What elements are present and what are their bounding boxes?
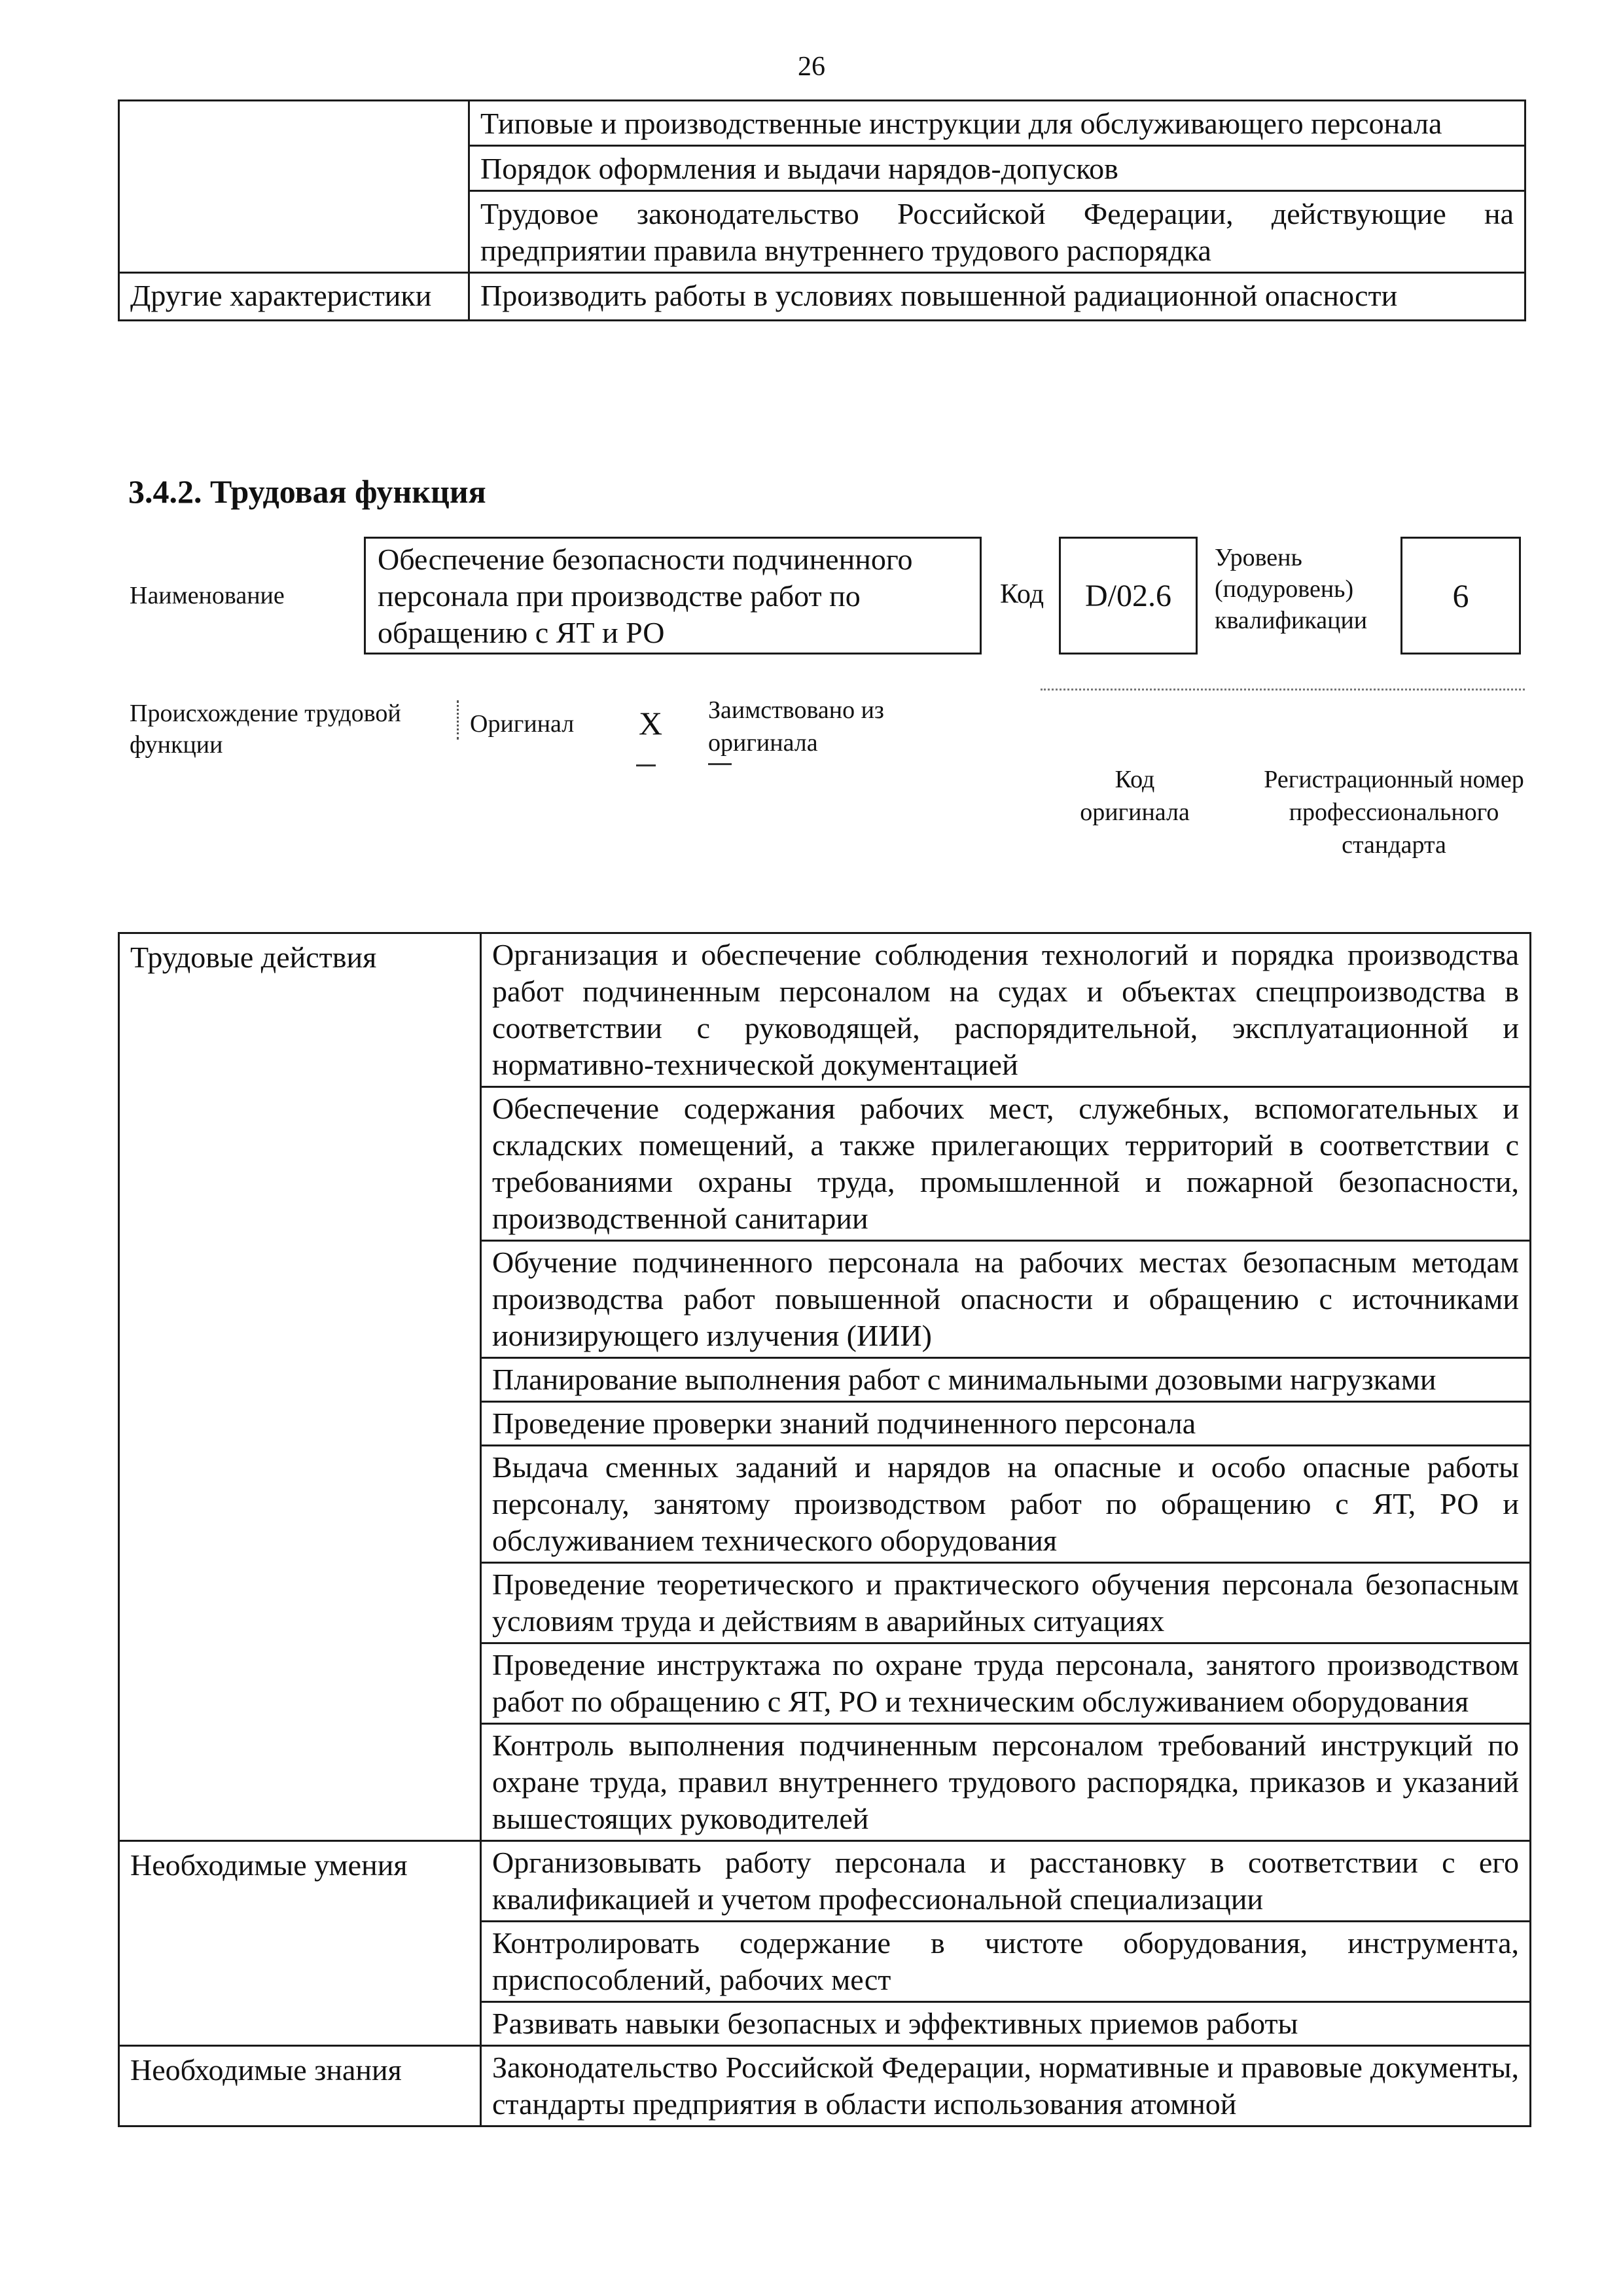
requirements-table-continued bbox=[118, 99, 1526, 321]
table-cell: Обеспечение содержания рабочих мест, служебных, вспомогательных и складских помещений, а также прилегающих территорий в соответствии с требованиями охраны труда, промышленной и пожарной безопасности, производственной санитарии bbox=[481, 1087, 1531, 1241]
table-cell: Проведение инструктажа по охране труда персонала, занятого производством работ по обращению с ЯТ, РО и техническим обслуживанием оборудования bbox=[481, 1643, 1531, 1724]
borrowed-underline bbox=[708, 763, 732, 765]
table-row bbox=[119, 1841, 1531, 1922]
row-label: Другие характеристики bbox=[119, 273, 469, 321]
mark-underline bbox=[636, 764, 656, 766]
name-label: Наименование bbox=[130, 582, 285, 609]
function-name-box: Обеспечение безопасности подчиненного персонала при производстве работ по обращению с ЯТ и РО bbox=[364, 537, 982, 655]
code-original-label: Код оригинала bbox=[1080, 766, 1190, 826]
table-row bbox=[119, 2046, 1531, 2126]
table-cell: Проведение проверки знаний подчиненного персонала bbox=[481, 1402, 1531, 1446]
original-mark: X bbox=[639, 705, 663, 742]
group-label-skills: Необходимые умения bbox=[119, 1841, 481, 2046]
table-cell: Обучение подчиненного персонала на рабочих местах безопасным методам производства работ повышенной опасности и обращению с источниками ионизирующего излучения (ИИИ) bbox=[481, 1241, 1531, 1358]
table-cell: Выдача сменных заданий и нарядов на опасные и особо опасные работы персоналу, занятому производством работ по обращению с ЯТ, РО и обслуживанием технического оборудования bbox=[481, 1446, 1531, 1563]
table-row bbox=[119, 933, 1531, 1087]
table-cell: Трудовое законодательство Российской Федерации, действующие на предприятии правила внутреннего трудового распорядка bbox=[469, 191, 1525, 273]
table-cell: Законодательство Российской Федерации, нормативные и правовые документы, стандарты предприятия в области использования атомной bbox=[481, 2046, 1531, 2126]
group-label-actions: Трудовые действия bbox=[119, 933, 481, 1841]
original-label: Оригинал bbox=[470, 710, 575, 738]
table-row bbox=[119, 273, 1525, 321]
row-label-empty bbox=[119, 101, 469, 273]
group-label-knowledge: Необходимые знания bbox=[119, 2046, 481, 2126]
origin-separator bbox=[457, 700, 461, 740]
dotted-line bbox=[1041, 689, 1525, 691]
table-cell: Организовывать работу персонала и расстановку в соответствии с его квалификацией и учетом профессиональной специализации bbox=[481, 1841, 1531, 1922]
table-cell: Контроль выполнения подчиненным персоналом требований инструкций по охране труда, правил внутреннего трудового распорядка, приказов и указаний вышестоящих руководителей bbox=[481, 1724, 1531, 1841]
table-cell: Развивать навыки безопасных и эффективных приемов работы bbox=[481, 2002, 1531, 2046]
section-heading: 3.4.2. Трудовая функция bbox=[128, 473, 486, 510]
origin-label: Происхождение трудовой функции bbox=[130, 700, 401, 759]
borrowed-label: Заимствовано из оригинала bbox=[708, 696, 884, 757]
code-label: Код bbox=[1000, 579, 1044, 609]
function-details-table bbox=[118, 932, 1531, 2127]
level-value-box: 6 bbox=[1400, 537, 1521, 655]
table-cell: Организация и обеспечение соблюдения технологий и порядка производства работ подчиненным персоналом на судах и объектах спецпроизводства в соответствии с руководящей, распорядительной, эксплуатационной и нормативно-технической документацией bbox=[481, 933, 1531, 1087]
table-cell: Типовые и производственные инструкции для обслуживающего персонала bbox=[469, 101, 1525, 146]
level-label: Уровень (подуровень) квалификации bbox=[1215, 544, 1368, 634]
table-cell: Контролировать содержание в чистоте оборудования, инструмента, приспособлений, рабочих мест bbox=[481, 1922, 1531, 2002]
table-row bbox=[119, 101, 1525, 146]
table-cell: Проведение теоретического и практического обучения персонала безопасным условиям труда и действиям в аварийных ситуациях bbox=[481, 1563, 1531, 1643]
reg-number-label: Регистрационный номер профессионального стандарта bbox=[1264, 766, 1524, 859]
function-code-box: D/02.6 bbox=[1059, 537, 1198, 655]
table-cell: Порядок оформления и выдачи нарядов-допусков bbox=[469, 146, 1525, 191]
table-cell: Планирование выполнения работ с минимальными дозовыми нагрузками bbox=[481, 1358, 1531, 1402]
page-number: 26 bbox=[798, 52, 825, 82]
table-cell: Производить работы в условиях повышенной радиационной опасности bbox=[469, 273, 1525, 321]
